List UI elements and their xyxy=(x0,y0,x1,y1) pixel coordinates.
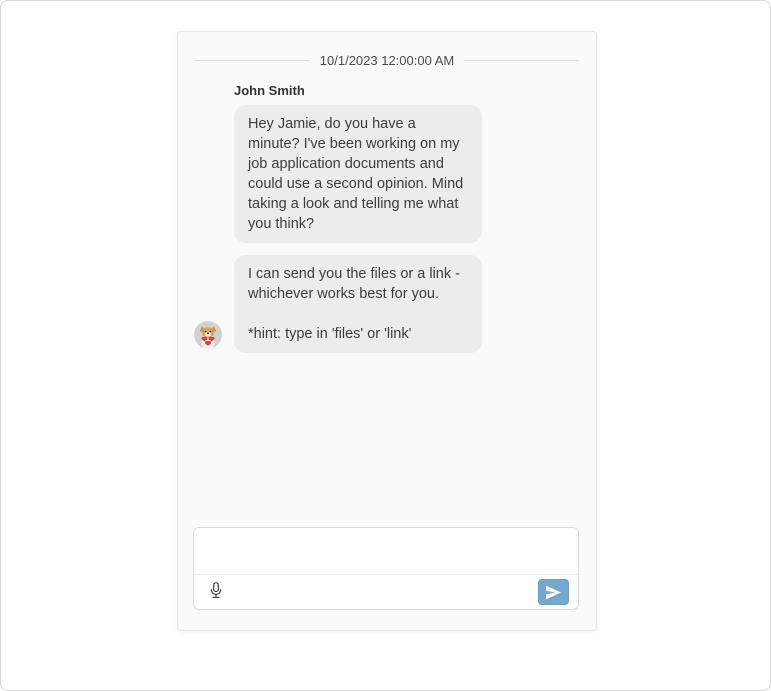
send-button[interactable] xyxy=(538,579,569,605)
message-group xyxy=(194,105,596,353)
message-composer xyxy=(193,527,579,610)
message-text: I can send you the files or a link - whichever works best for you. xyxy=(248,266,460,302)
date-timestamp: 10/1/2023 12:00:00 AM xyxy=(319,53,455,68)
microphone-button[interactable] xyxy=(206,581,226,603)
avatar xyxy=(194,321,222,349)
bubbles-column xyxy=(234,105,482,353)
message-bubble xyxy=(234,255,482,353)
chat-window xyxy=(177,31,597,631)
message-text: Hey Jamie, do you have a minute? I've been working on my job application documents and could use a second opinion. Mind taking a look and telling me what you think? xyxy=(248,116,464,232)
sender-name: John Smith xyxy=(234,83,305,98)
date-divider xyxy=(195,53,579,68)
message-bubble xyxy=(234,105,482,243)
avatar-column xyxy=(194,321,222,353)
message-input[interactable] xyxy=(194,528,578,574)
message-hint-text: *hint: type in 'files' or 'link' xyxy=(248,326,412,342)
send-icon xyxy=(545,585,562,600)
divider-line-left xyxy=(195,60,310,61)
divider-line-right xyxy=(464,60,579,61)
composer-toolbar xyxy=(194,574,578,609)
microphone-icon xyxy=(209,581,223,604)
